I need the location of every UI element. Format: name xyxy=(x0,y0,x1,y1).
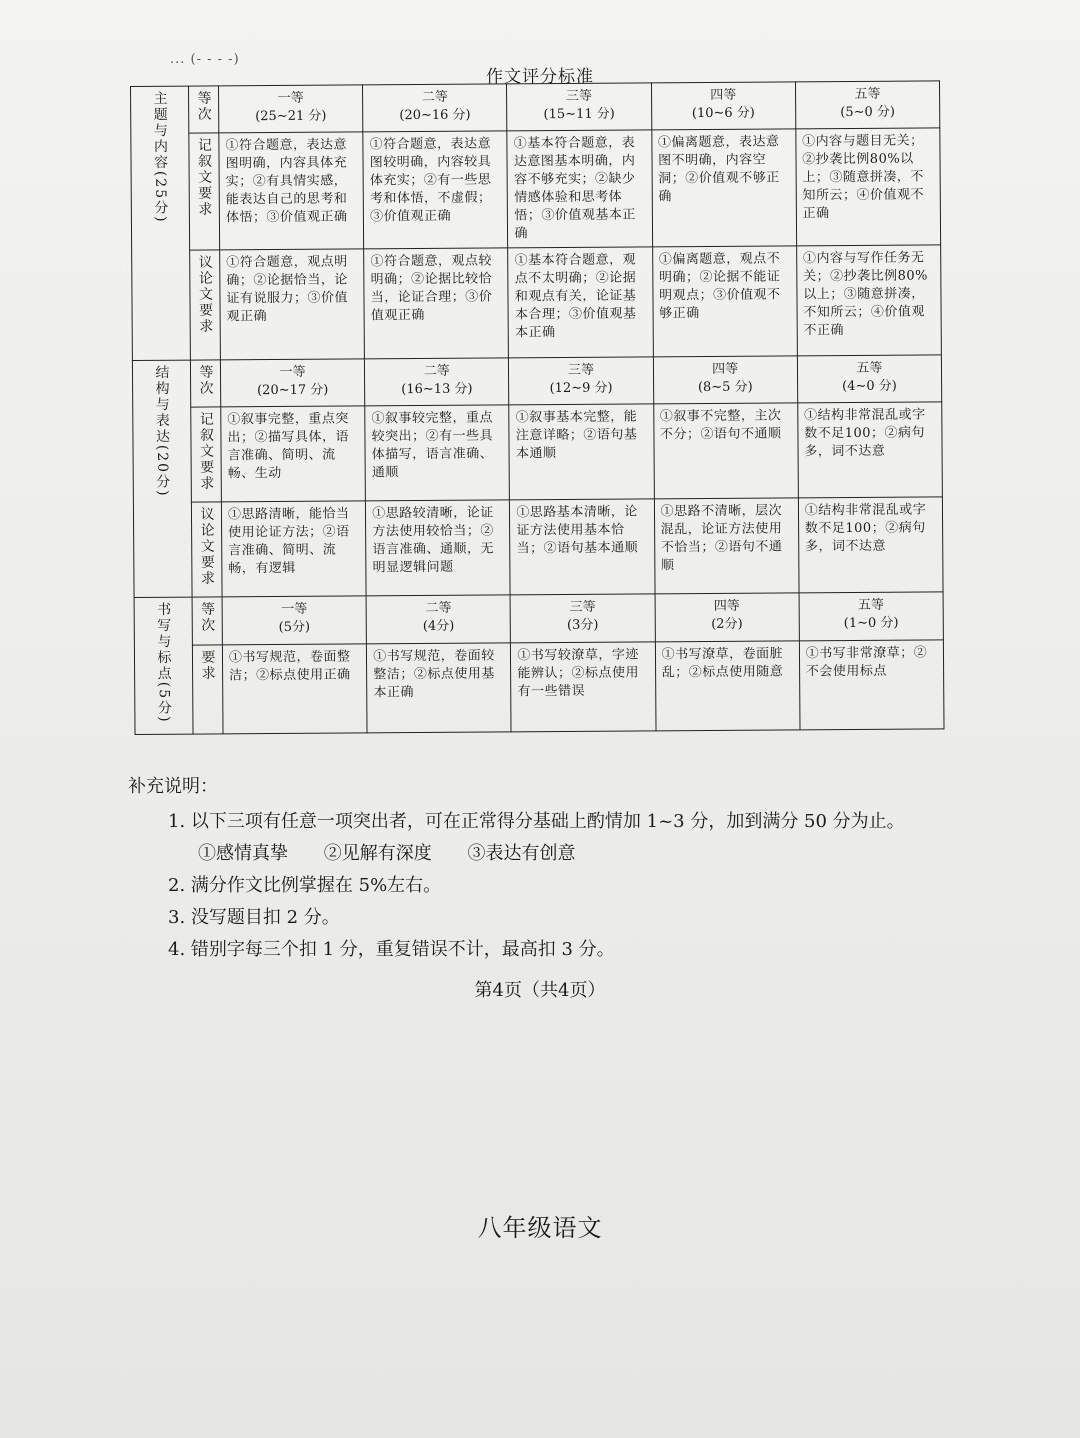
grade-cell: 五等 (1~0 分) xyxy=(799,592,944,641)
grade-cell: 一等 (25~21 分) xyxy=(219,85,364,133)
grade-cell: 一等 (20~17 分) xyxy=(220,359,365,407)
note-sub-2: ②见解有深度 xyxy=(323,843,432,864)
requirement-label xyxy=(190,250,221,360)
section-label xyxy=(132,360,192,597)
section-label-text: 书写与标点(5分) xyxy=(155,601,172,724)
grade-cell: 五等 (4~0 分) xyxy=(797,355,942,403)
section-label-text: 主题与内容(25分) xyxy=(151,90,169,224)
note-sub-3: ③表达有创意 xyxy=(467,843,576,864)
requirement-label xyxy=(192,645,223,734)
grade-cell: 二等 (4分) xyxy=(366,595,511,644)
note-item-4: 4. 错别字每三个扣 1 分，重复错误不计，最高扣 3 分。 xyxy=(168,939,615,960)
criteria-cell: ①叙事完整，重点突出；②描写具体，语言准确、简明、流畅、生动 xyxy=(221,406,366,502)
criteria-cell: ①书写较潦草，字迹能辨认；②标点使用有一些错误 xyxy=(511,641,656,731)
requirement-label-text: 议论文要求 xyxy=(196,254,214,335)
criteria-cell: ①叙事基本完整，能注意详略；②语句基本通顺 xyxy=(509,404,654,500)
note-item-1-subs xyxy=(198,838,968,870)
notes-heading: 补充说明： xyxy=(128,776,218,797)
grade-cell: 二等 (16~13 分) xyxy=(365,358,510,406)
requirement-label xyxy=(191,502,222,597)
requirement-label-text: 记叙文要求 xyxy=(197,411,215,492)
grade-row xyxy=(131,81,940,134)
section-label xyxy=(134,597,193,734)
criteria-cell: ①思路不清晰，层次混乱，论证方法使用不恰当；②语句不通顺 xyxy=(654,498,799,594)
grade-label-text: 等次 xyxy=(199,601,216,634)
grade-cell: 二等 (20~16 分) xyxy=(363,84,508,132)
grade-cell: 一等 (5分) xyxy=(222,596,367,645)
criteria-cell: ①偏离题意，观点不明确；②论据不能证明观点；③价值观不够正确 xyxy=(652,246,797,357)
requirement-label-text: 要求 xyxy=(199,649,216,682)
grade-label xyxy=(189,86,219,133)
grade-cell: 三等 (12~9 分) xyxy=(509,357,654,405)
grade-label xyxy=(192,597,222,645)
section-label-text: 结构与表达(20分) xyxy=(153,364,171,498)
criteria-cell: ①内容与写作任务无关；②抄袭比例80%以上；③随意拼凑，不知所云；④价值观不正确 xyxy=(796,245,941,356)
criteria-cell: ①书写规范，卷面整洁；②标点使用正确 xyxy=(222,644,367,734)
page-title: 作文评分标准 xyxy=(486,67,594,87)
footer-subject: 八年级语文 xyxy=(477,1214,603,1242)
criteria-cell: ①书写规范，卷面较整洁；②标点使用基本正确 xyxy=(367,642,512,732)
grade-cell: 四等 (10~6 分) xyxy=(651,82,796,130)
grade-cell: 三等 (15~11 分) xyxy=(507,83,652,131)
requirement-label xyxy=(189,133,220,250)
grade-cell: 五等 (5~0 分) xyxy=(795,81,940,129)
requirement-label-text: 记叙文要求 xyxy=(195,137,213,218)
grade-label xyxy=(190,360,220,407)
grade-row xyxy=(132,355,941,408)
requirement-label xyxy=(191,407,222,502)
criteria-cell: ①思路清晰，能恰当使用论证方法；②语言准确、简明、流畅，有逻辑 xyxy=(221,501,366,597)
criteria-cell: ①书写潦草，卷面脏乱；②标点使用随意 xyxy=(655,640,800,730)
requirement-label-text: 议论文要求 xyxy=(198,506,215,587)
criteria-cell: ①结构非常混乱或字数不足100；②病句多，词不达意 xyxy=(798,497,943,593)
criteria-cell: ①符合题意，表达意图明确，内容具体充实；②有具情实感，能表达自己的思考和体悟；③价值观正确 xyxy=(219,132,364,250)
note-item-3: 3. 没写题目扣 2 分。 xyxy=(168,907,340,928)
grade-label-text: 等次 xyxy=(197,364,214,397)
criteria-cell: ①偏离题意，表达意图不明确，内容空洞；②价值观不够正确 xyxy=(651,129,796,247)
grade-cell: 四等 (2分) xyxy=(655,593,800,642)
section-label xyxy=(131,86,191,360)
requirement-row xyxy=(131,128,941,251)
requirement-row xyxy=(134,639,944,734)
criteria-cell: ①叙事较完整，重点较突出；②有一些具体描写，语言准确、通顺 xyxy=(365,405,510,501)
note-sub-1: ①感情真挚 xyxy=(198,843,288,864)
criteria-cell: ①内容与题目无关；②抄袭比例80%以上；③随意拼凑，不知所云；④价值观不正确 xyxy=(796,128,941,246)
criteria-cell: ①叙事不完整，主次不分；②语句不通顺 xyxy=(653,403,798,499)
criteria-cell: ①符合题意，观点明确；②论据恰当，论证有说服力；③价值观正确 xyxy=(220,249,365,360)
requirement-row xyxy=(133,402,943,503)
criteria-cell: ①符合题意，观点较明确；②论据比较恰当，论证合理；③价值观正确 xyxy=(364,248,509,359)
header-smudge: ... (- - - -) xyxy=(170,52,240,67)
note-item-1: 1. 以下三项有任意一项突出者，可在正常得分基础上酌情加 1~3 分，加到满分 50 分为止。 xyxy=(168,811,905,832)
requirement-row xyxy=(132,245,942,361)
criteria-cell: ①基本符合题意，表达意图基本明确，内容不够充实；②缺少情感体验和思考体悟；③价值观基本正确 xyxy=(507,130,652,248)
grade-row xyxy=(134,592,943,645)
criteria-cell: ①基本符合题意，观点不太明确；②论据和观点有关，论证基本合理；③价值观基本正确 xyxy=(508,247,653,358)
grade-cell: 三等 (3分) xyxy=(510,594,655,643)
rubric-table xyxy=(130,80,945,734)
supplementary-notes xyxy=(128,772,968,966)
criteria-cell: ①结构非常混乱或字数不足100；②病句多，词不达意 xyxy=(797,402,942,498)
grade-cell: 四等 (8~5 分) xyxy=(653,356,798,404)
note-item-2: 2. 满分作文比例掌握在 5%左右。 xyxy=(168,875,442,896)
criteria-cell: ①符合题意，表达意图较明确，内容较具体充实；②有一些思考和体悟，不虚假；③价值观正确 xyxy=(363,131,508,249)
criteria-cell: ①思路基本清晰，论证方法使用基本恰当；②语句基本通顺 xyxy=(510,499,655,595)
requirement-row xyxy=(133,497,943,598)
grade-label-text: 等次 xyxy=(195,90,212,123)
criteria-cell: ①思路较清晰，论证方法使用较恰当；②语言准确、通顺，无明显逻辑问题 xyxy=(366,500,511,596)
page-number: 第4页（共4页） xyxy=(474,980,606,1001)
criteria-cell: ①书写非常潦草；②不会使用标点 xyxy=(799,639,944,729)
